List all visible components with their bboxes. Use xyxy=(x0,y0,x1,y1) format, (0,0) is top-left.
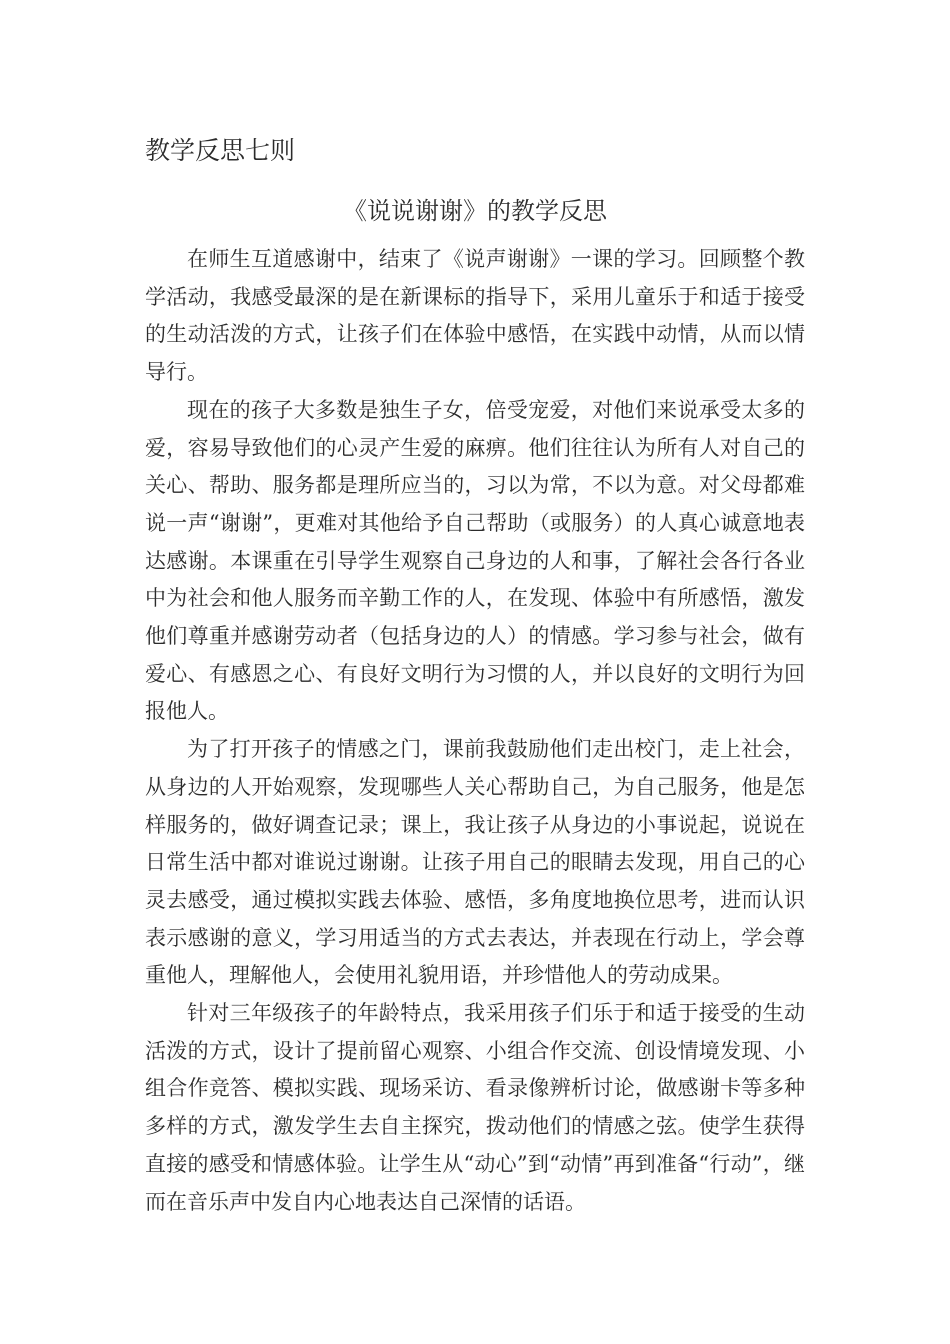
paragraph: 为了打开孩子的情感之门，课前我鼓励他们走出校门，走上社会，从身边的人开始观察，发现哪些人关心帮助自己，为自己服务，他是怎样服务的，做好调查记录；课上，我让孩子从身边的小事说起，说说在日常生活中都对谁说过谢谢。让孩子用自己的眼睛去发现，用自己的心灵去感受，通过模拟实践去体验、感悟，多角度地换位思考，进而认识表示感谢的意义，学习用适当的方式去表达，并表现在行动上，学会尊重他人，理解他人，会使用礼貌用语，并珍惜他人的劳动成果。 xyxy=(145,737,805,988)
document-body xyxy=(145,241,805,1221)
paragraph: 针对三年级孩子的年龄特点，我采用孩子们乐于和适于接受的生动活泼的方式，设计了提前留心观察、小组合作交流、创设情境发现、小组合作竞答、模拟实践、现场采访、看录像辨析讨论，做感谢卡等多种多样的方式，激发学生去自主探究，拨动他们的情感之弦。使学生获得直接的感受和情感体验。让学生从“动心”到“动情”再到准备“行动”，继而在音乐声中发自内心地表达自己深情的话语。 xyxy=(145,1001,805,1214)
paragraph: 现在的孩子大多数是独生子女，倍受宠爱，对他们来说承受太多的爱，容易导致他们的心灵产生爱的麻痹。他们往往认为所有人对自己的关心、帮助、服务都是理所应当的，习以为常，不以为意。对父母都难说一声“谢谢”，更难对其他给予自己帮助（或服务）的人真心诚意地表达感谢。本课重在引导学生观察自己身边的人和事，了解社会各行各业中为社会和他人服务而辛勤工作的人，在发现、体验中有所感悟，激发他们尊重并感谢劳动者（包括身边的人）的情感。学习参与社会，做有爱心、有感恩之心、有良好文明行为习惯的人，并以良好的文明行为回报他人。 xyxy=(145,397,805,724)
section-title: 《说说谢谢》的教学反思 xyxy=(343,197,607,225)
document-title: 教学反思七则 xyxy=(145,136,296,165)
paragraph: 在师生互道感谢中，结束了《说声谢谢》一课的学习。回顾整个教学活动，我感受最深的是在新课标的指导下，采用儿童乐于和适于接受的生动活泼的方式，让孩子们在体验中感悟，在实践中动情，从而以情导行。 xyxy=(145,247,805,385)
